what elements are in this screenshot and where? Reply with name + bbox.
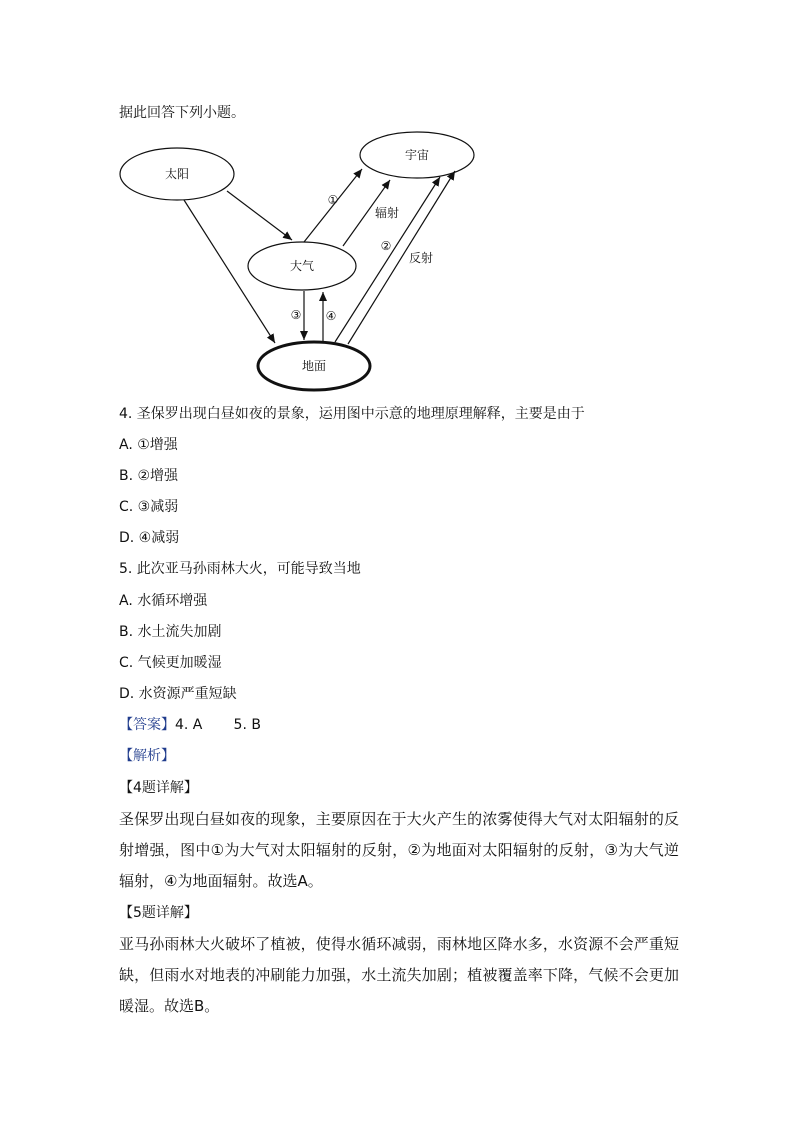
answer-label: 【答案】 (119, 717, 175, 733)
q4-detail-label: 【4题详解】 (119, 780, 198, 796)
label-reflection: 反射 (408, 251, 434, 265)
universe-label: 宇宙 (404, 148, 430, 162)
intro-text: 据此回答下列小题。 (119, 105, 245, 121)
q5-detail-text: 亚马孙雨林大火破坏了植被，使得水循环减弱，雨林地区降水多，水资源不会严重短缺，但雨水对地表的冲刷能力加强，水土流失加剧；植被覆盖率下降，气候不会更加暖湿。故选B。 (119, 935, 679, 1015)
analysis-label: 【解析】 (119, 748, 175, 764)
question-5-option-d: D. 水资源严重短缺 (119, 686, 237, 702)
label-radiation: 辐射 (374, 206, 400, 220)
question-5-option-a: A. 水循环增强 (119, 593, 208, 609)
question-5-option-c: C. 气候更加暖湿 (119, 655, 222, 671)
label-2: ② (380, 239, 392, 253)
arrow-sun-atmosphere (227, 191, 292, 240)
arrow-ground-reflection-universe (348, 171, 455, 344)
question-4-option-b: B. ②增强 (119, 468, 179, 484)
sun-label: 太阳 (164, 167, 190, 181)
q4-detail-text: 圣保罗出现白昼如夜的现象，主要原因在于大火产生的浓雾使得大气对太阳辐射的反射增强，图中①为大气对太阳辐射的反射，②为地面对太阳辐射的反射，③为大气逆辐射，④为地面辐射。故选A。 (119, 810, 679, 890)
answer-line (119, 716, 261, 734)
label-3: ③ (290, 308, 302, 322)
question-5-option-b: B. 水土流失加剧 (119, 624, 222, 640)
question-4-option-c: C. ③减弱 (119, 499, 179, 515)
q5-detail-label: 【5题详解】 (119, 905, 198, 921)
label-1: ① (327, 193, 339, 207)
question-4-stem: 4. 圣保罗出现白昼如夜的景象，运用图中示意的地理原理解释，主要是由于 (119, 406, 585, 422)
ground-label: 地面 (301, 359, 327, 373)
atmosphere-label: 大气 (289, 259, 315, 273)
heat-balance-diagram (110, 128, 490, 398)
label-4: ④ (325, 309, 337, 323)
question-5-stem: 5. 此次亚马孙雨林大火，可能导致当地 (119, 561, 361, 577)
question-4-option-d: D. ④减弱 (119, 530, 180, 546)
answer-text: 4. A 5. B (175, 717, 261, 733)
question-4-option-a: A. ①增强 (119, 437, 178, 453)
